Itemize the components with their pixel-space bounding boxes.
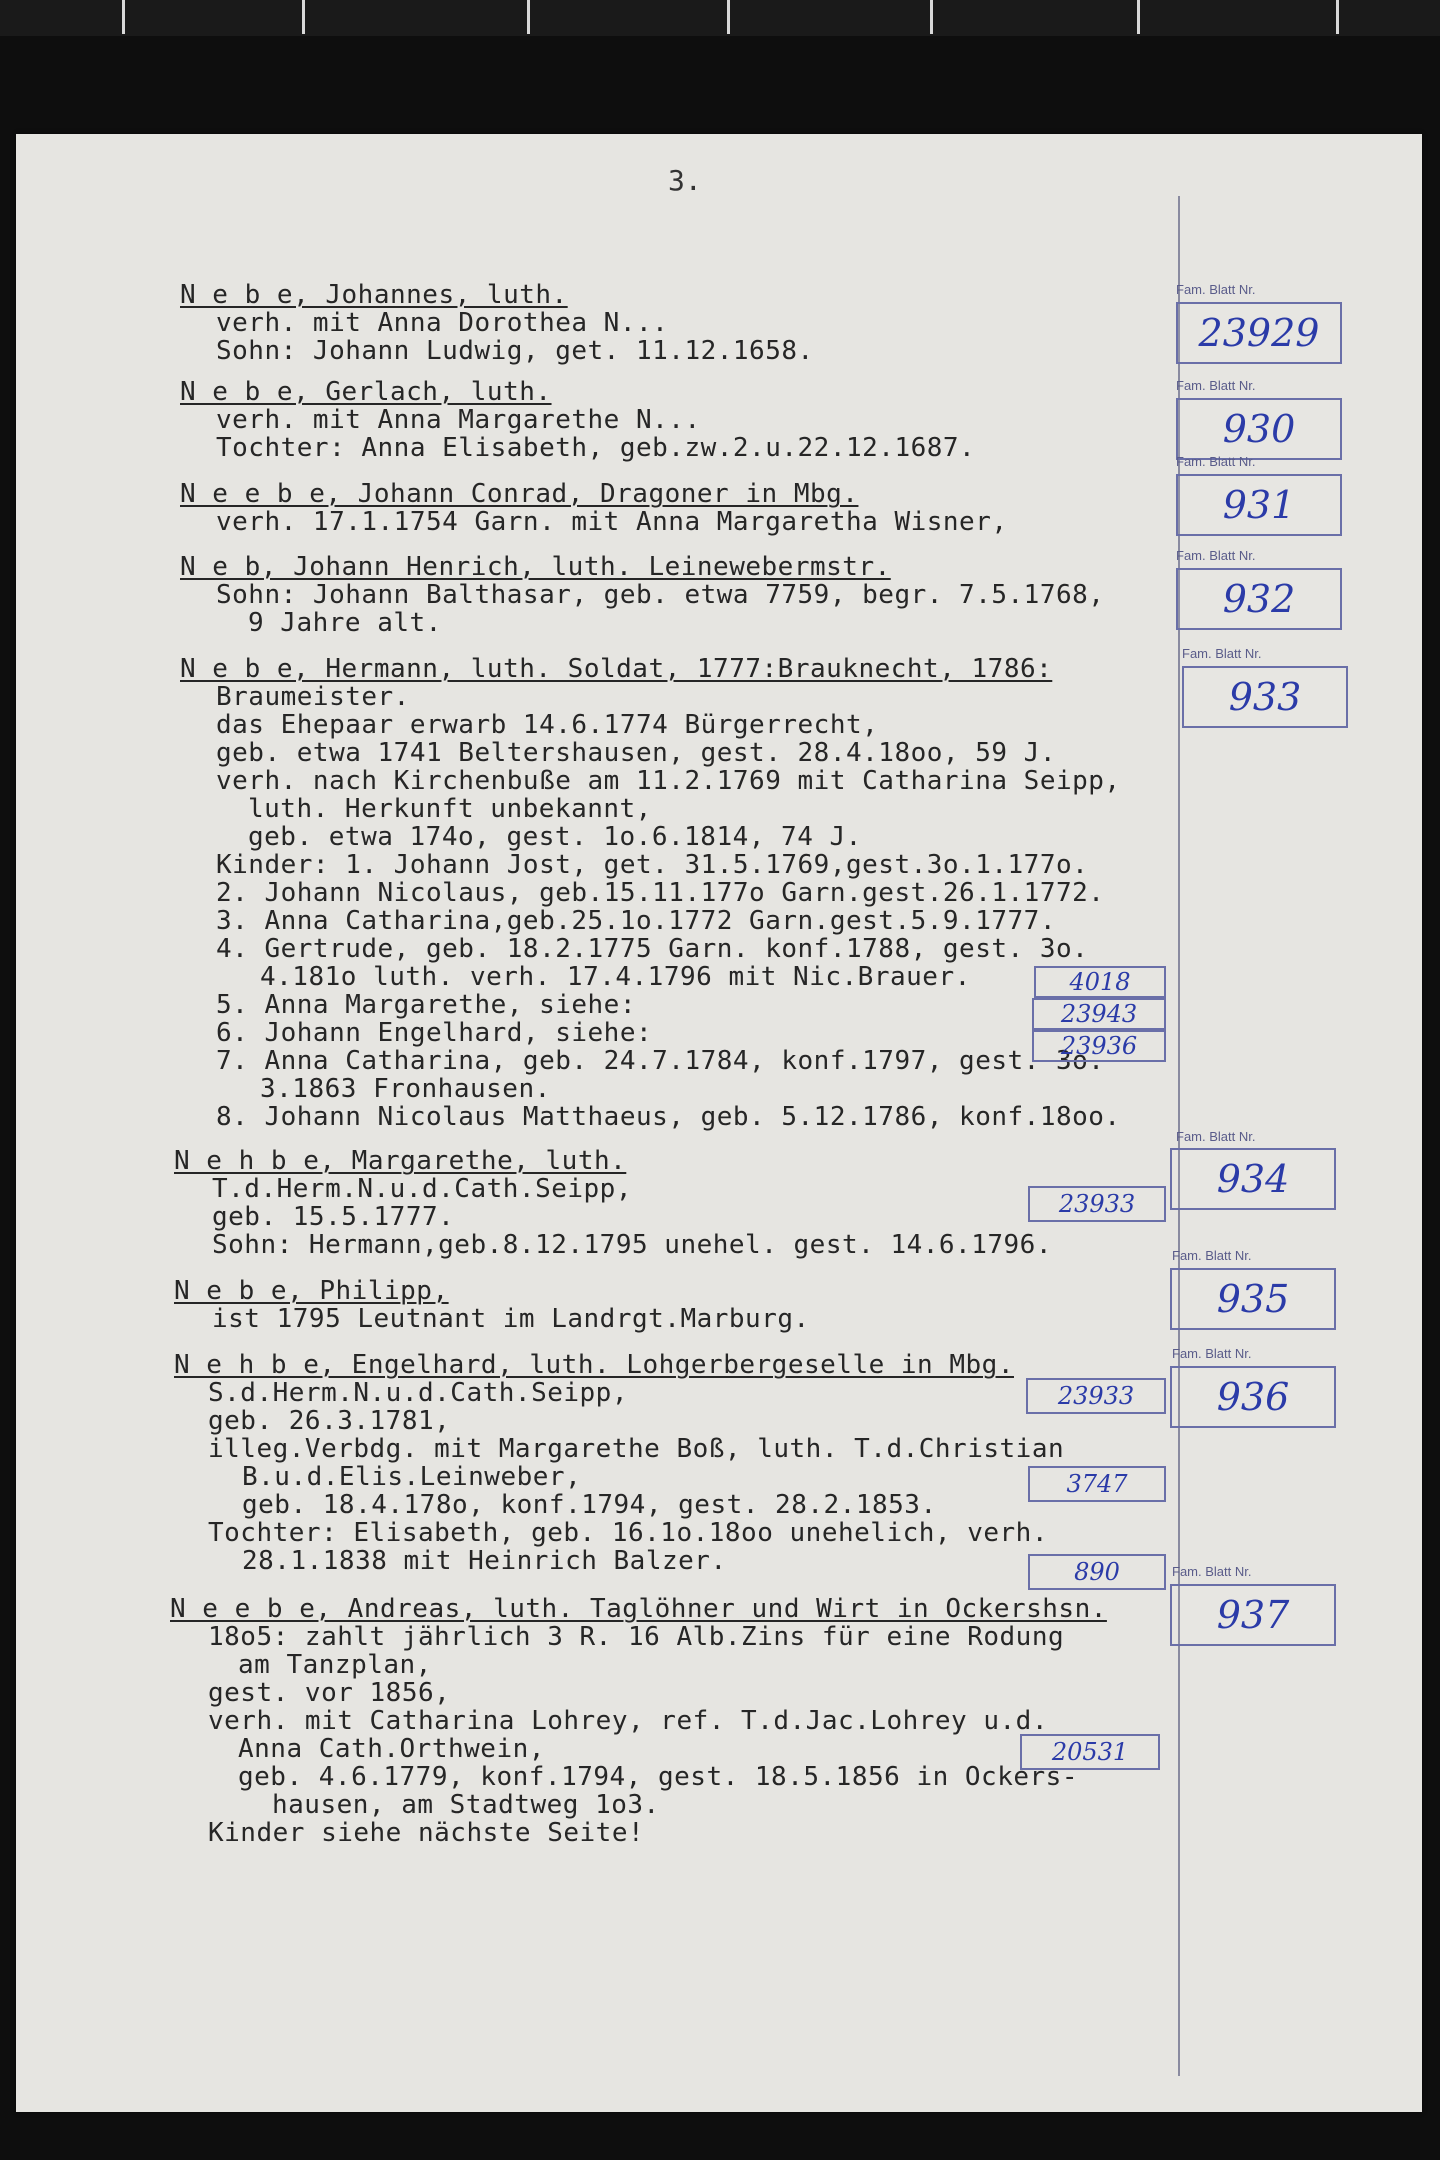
entry-line: Kinder: 1. Johann Jost, get. 31.5.1769,gest.3o.1.177o. [216, 850, 1089, 880]
entry-line: verh. mit Catharina Lohrey, ref. T.d.Jac.Lohrey u.d. [208, 1706, 1048, 1736]
reference-box [1032, 1030, 1166, 1062]
film-tick [122, 0, 125, 34]
entry-line: Anna Cath.Orthwein, [238, 1734, 545, 1764]
entry-line: geb. 4.6.1779, konf.1794, gest. 18.5.1856 in Ockers- [238, 1762, 1078, 1792]
entry-line: Tochter: Elisabeth, geb. 16.1o.18oo unehelich, verh. [208, 1518, 1048, 1548]
entry-line: illeg.Verbdg. mit Margarethe Boß, luth. T.d.Christian [208, 1434, 1065, 1464]
entry-heading: N e b, Johann Henrich, luth. Leinewebermstr. [180, 552, 891, 582]
entry-line: verh. nach Kirchenbuße am 11.2.1769 mit Catharina Seipp, [216, 766, 1121, 796]
fam-blatt-number: 931 [1222, 483, 1296, 527]
reference-box [1034, 966, 1166, 998]
fam-blatt-number: 930 [1222, 407, 1296, 451]
entry-line: 5. Anna Margarethe, siehe: [216, 990, 636, 1020]
entry-line: luth. Herkunft unbekannt, [248, 794, 652, 824]
fam-blatt-box [1170, 1584, 1336, 1646]
entry-line: geb. etwa 1741 Beltershausen, gest. 28.4.18oo, 59 J. [216, 738, 1056, 768]
fam-blatt-box [1176, 302, 1342, 364]
entry-line: 7. Anna Catharina, geb. 24.7.1784, konf.1797, gest. 3o. [216, 1046, 1105, 1076]
fam-blatt-label: Fam. Blatt Nr. [1172, 1346, 1252, 1361]
fam-blatt-number: 23929 [1198, 311, 1320, 355]
entry-line: geb. etwa 174o, gest. 1o.6.1814, 74 J. [248, 822, 862, 852]
reference-number: 890 [1074, 1558, 1120, 1586]
reference-number: 23933 [1057, 1382, 1135, 1410]
entry-line: geb. 18.4.178o, konf.1794, gest. 28.2.1853. [242, 1490, 937, 1520]
entry-line: Tochter: Anna Elisabeth, geb.zw.2.u.22.12.1687. [216, 433, 976, 463]
entry-line: verh. mit Anna Margarethe N... [216, 405, 701, 435]
film-tick [727, 0, 730, 34]
entry-heading: N e b e, Gerlach, luth. [180, 377, 552, 407]
fam-blatt-label: Fam. Blatt Nr. [1176, 454, 1256, 469]
entry-heading: N e b e, Johannes, luth. [180, 280, 568, 310]
entry-line: 28.1.1838 mit Heinrich Balzer. [242, 1546, 727, 1576]
entry-line: gest. vor 1856, [208, 1678, 451, 1708]
entry-line: verh. mit Anna Dorothea N... [216, 308, 669, 338]
entry-line: 3. Anna Catharina,geb.25.1o.1772 Garn.gest.5.9.1777. [216, 906, 1056, 936]
film-tick [302, 0, 305, 34]
fam-blatt-box [1176, 398, 1342, 460]
fam-blatt-number: 932 [1222, 577, 1296, 621]
entry-line: Braumeister. [216, 682, 410, 712]
fam-blatt-number: 934 [1216, 1157, 1290, 1201]
entry-heading: N e b e, Philipp, [174, 1276, 449, 1306]
reference-box [1020, 1734, 1160, 1770]
fam-blatt-box [1170, 1268, 1336, 1330]
reference-box [1028, 1554, 1166, 1590]
reference-number: 23943 [1060, 1000, 1138, 1028]
entry-line: 2. Johann Nicolaus, geb.15.11.177o Garn.gest.26.1.1772. [216, 878, 1105, 908]
entry-line: geb. 26.3.1781, [208, 1406, 451, 1436]
film-tick [1336, 0, 1339, 34]
film-tick [1137, 0, 1140, 34]
reference-number: 23936 [1060, 1032, 1138, 1060]
entry-line: Kinder siehe nächste Seite! [208, 1818, 645, 1848]
fam-blatt-number: 937 [1216, 1593, 1290, 1637]
fam-blatt-number: 936 [1216, 1375, 1290, 1419]
fam-blatt-box [1170, 1366, 1336, 1428]
entry-heading: N e e b e, Andreas, luth. Taglöhner und Wirt in Ockershsn. [170, 1594, 1107, 1624]
entry-heading: N e b e, Hermann, luth. Soldat, 1777:Brauknecht, 1786: [180, 654, 1053, 684]
entry-line: 6. Johann Engelhard, siehe: [216, 1018, 653, 1048]
entry-line: B.u.d.Elis.Leinweber, [242, 1462, 582, 1492]
entry-line: geb. 15.5.1777. [212, 1202, 455, 1232]
page-number: 3. [668, 164, 702, 197]
entry-line: 18o5: zahlt jährlich 3 R. 16 Alb.Zins für eine Rodung [208, 1622, 1065, 1652]
reference-number: 23933 [1058, 1190, 1136, 1218]
entry-line: hausen, am Stadtweg 1o3. [272, 1790, 660, 1820]
fam-blatt-label: Fam. Blatt Nr. [1172, 1248, 1252, 1263]
entry-line: Sohn: Johann Balthasar, geb. etwa 7759, begr. 7.5.1768, [216, 580, 1105, 610]
reference-box [1032, 998, 1166, 1030]
entry-line: Sohn: Hermann,geb.8.12.1795 unehel. gest. 14.6.1796. [212, 1230, 1052, 1260]
film-tick [930, 0, 933, 34]
film-tick [527, 0, 530, 34]
document-page [16, 134, 1422, 2112]
entry-line: S.d.Herm.N.u.d.Cath.Seipp, [208, 1378, 628, 1408]
entry-heading: N e e b e, Johann Conrad, Dragoner in Mbg. [180, 479, 859, 509]
reference-box [1026, 1378, 1166, 1414]
fam-blatt-label: Fam. Blatt Nr. [1176, 378, 1256, 393]
entry-line: 9 Jahre alt. [248, 608, 442, 638]
reference-box [1028, 1186, 1166, 1222]
entry-line: 4.181o luth. verh. 17.4.1796 mit Nic.Brauer. [260, 962, 971, 992]
fam-blatt-number: 933 [1228, 675, 1302, 719]
entry-line: Sohn: Johann Ludwig, get. 11.12.1658. [216, 336, 814, 366]
top-film-strip [0, 0, 1440, 36]
reference-number: 3747 [1066, 1470, 1128, 1498]
entry-heading: N e h b e, Margarethe, luth. [174, 1146, 627, 1176]
entry-line: am Tanzplan, [238, 1650, 432, 1680]
entry-line: verh. 17.1.1754 Garn. mit Anna Margaretha Wisner, [216, 507, 1008, 537]
fam-blatt-label: Fam. Blatt Nr. [1182, 646, 1262, 661]
entry-line: das Ehepaar erwarb 14.6.1774 Bürgerrecht, [216, 710, 879, 740]
reference-number: 20531 [1051, 1738, 1129, 1766]
fam-blatt-label: Fam. Blatt Nr. [1176, 282, 1256, 297]
entry-line: 3.1863 Fronhausen. [260, 1074, 551, 1104]
fam-blatt-box [1176, 474, 1342, 536]
fam-blatt-label: Fam. Blatt Nr. [1176, 548, 1256, 563]
fam-blatt-box [1170, 1148, 1336, 1210]
entry-line: ist 1795 Leutnant im Landrgt.Marburg. [212, 1304, 810, 1334]
fam-blatt-box [1176, 568, 1342, 630]
reference-box [1028, 1466, 1166, 1502]
fam-blatt-box [1182, 666, 1348, 728]
entry-line: 4. Gertrude, geb. 18.2.1775 Garn. konf.1788, gest. 3o. [216, 934, 1089, 964]
fam-blatt-label: Fam. Blatt Nr. [1172, 1564, 1252, 1579]
reference-number: 4018 [1069, 968, 1131, 996]
fam-blatt-label: Fam. Blatt Nr. [1176, 1129, 1256, 1144]
entry-heading: N e h b e, Engelhard, luth. Lohgerbergeselle in Mbg. [174, 1350, 1014, 1380]
fam-blatt-number: 935 [1216, 1277, 1290, 1321]
entry-line: T.d.Herm.N.u.d.Cath.Seipp, [212, 1174, 632, 1204]
entry-line: 8. Johann Nicolaus Matthaeus, geb. 5.12.1786, konf.18oo. [216, 1102, 1121, 1132]
